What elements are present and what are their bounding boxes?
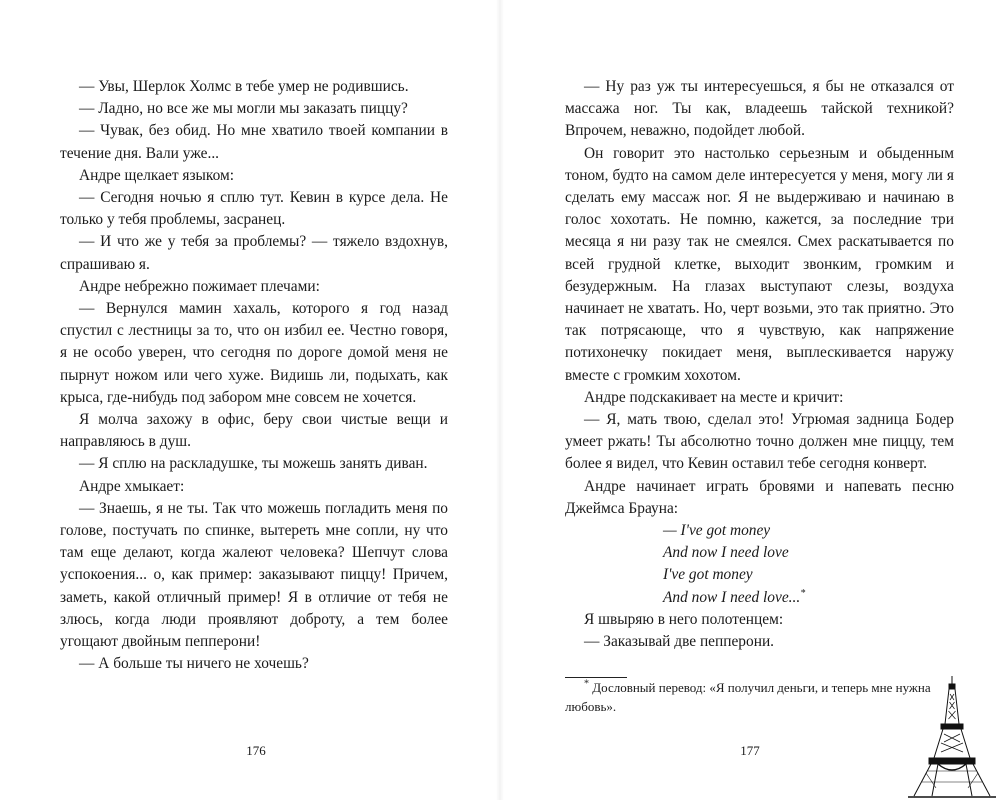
- right-page-text: [565, 76, 954, 653]
- paragraph: Андре подскакивает на месте и кричит:: [584, 388, 844, 406]
- page-number-left: 176: [246, 743, 266, 758]
- song-lyrics: [663, 520, 954, 609]
- lyric-line: And now I need love...: [663, 588, 801, 606]
- paragraph: — Сегодня ночью я сплю тут. Кевин в курсе дела. Не только у тебя проблемы, засранец.: [60, 189, 448, 229]
- lyric-line-with-footnote: [663, 587, 954, 609]
- page-number-right: 177: [740, 743, 760, 758]
- paragraph: Он говорит это настолько серьезным и обыденным тоном, будто на самом деле интересуется у меня, могу ли я сделать ему массаж ног. Я не выдерживаю и начинаю в голос хохотать. Не помню, кажется, за последние три месяца я ни разу так не смеялся. Смех раскатывается по всей грудной клетке, выходит звонким, громким и безудержным. На глазах выступают слезы, воздуха начинает не хватать. Но, черт возьми, это так приятно. Это так потрясающе, что я чувствую, как напряжение потихонечку покидает меня, выплескивается наружу вместе с громким хохотом.: [565, 144, 954, 384]
- paragraph: — Я сплю на раскладушке, ты можешь занять диван.: [79, 455, 428, 473]
- paragraph: — Я, мать твою, сделал это! Угрюмая задница Бодер умеет ржать! Ты абсолютно точно должен мне пиццу, тем более я видел, что Кевин оставил тебе сегодня конверт.: [565, 411, 954, 473]
- footnote-reference: *: [800, 587, 806, 599]
- footnote: [565, 677, 954, 716]
- paragraph: — Ну раз уж ты интересуешься, я бы не отказался от массажа ног. Ты как, владеешь тайской техникой? Впрочем, неважно, подойдет любой.: [565, 78, 954, 140]
- paragraph: — Вернулся мамин хахаль, которого я год назад спустил с лестницы за то, что он избил ее. Честно говоря, я не особо уверен, что сегодня по дороге домой меня не пырнут ножом или чего хуже. Видишь ли, подыхать, как крыса, где-нибудь под забором мне совсем не хочется.: [60, 300, 448, 406]
- paragraph: Андре небрежно пожимает плечами:: [79, 277, 320, 295]
- paragraph: — Увы, Шерлок Холмс в тебе умер не родившись.: [79, 78, 409, 95]
- paragraph: Андре щелкает языком:: [79, 166, 235, 184]
- paragraph: — Ладно, но все же мы могли мы заказать пиццу?: [79, 100, 408, 118]
- footnote-mark: *: [584, 678, 589, 690]
- left-page-text: [60, 76, 448, 675]
- paragraph: — Знаешь, я не ты. Так что можешь погладить меня по голове, постучать по спинке, вытереть мне сопли, ну что там еще делают, когда жалеют человека? Шепчут слова успокоения... о, как пример: заказывают пиццу! Причем, заметь, какой отличный пример! Я в отличие от тебя не злюсь, когда люди проявляют доброту, а тем более угощают двойным пепперони!: [60, 499, 448, 651]
- paragraph: — И что же у тебя за проблемы? — тяжело вздохнув, спрашиваю я.: [60, 233, 448, 273]
- footnote-body: Дословный перевод: «Я получил деньги, и теперь мне нужна любовь».: [565, 680, 931, 714]
- footnote-text: [565, 678, 954, 716]
- lyric-line: I've got money: [663, 566, 753, 584]
- paragraph: Я молча захожу в офис, беру свои чистые вещи и направляюсь в душ.: [60, 411, 448, 451]
- paragraph: — Чувак, без обид. Но мне хватило твоей компании в течение дня. Вали уже...: [60, 122, 448, 162]
- paragraph: — А больше ты ничего не хочешь?: [79, 655, 309, 673]
- lyric-line: And now I need love: [663, 544, 789, 562]
- lyric-line: — I've got money: [663, 522, 771, 540]
- paragraph: Андре хмыкает:: [79, 477, 185, 495]
- eiffel-tower-icon: [908, 676, 996, 800]
- paragraph: — Заказывай две пепперони.: [584, 633, 775, 651]
- paragraph: Я швыряю в него полотенцем:: [584, 610, 784, 628]
- paragraph: Андре начинает играть бровями и напевать песню Джеймса Брауна:: [565, 477, 954, 517]
